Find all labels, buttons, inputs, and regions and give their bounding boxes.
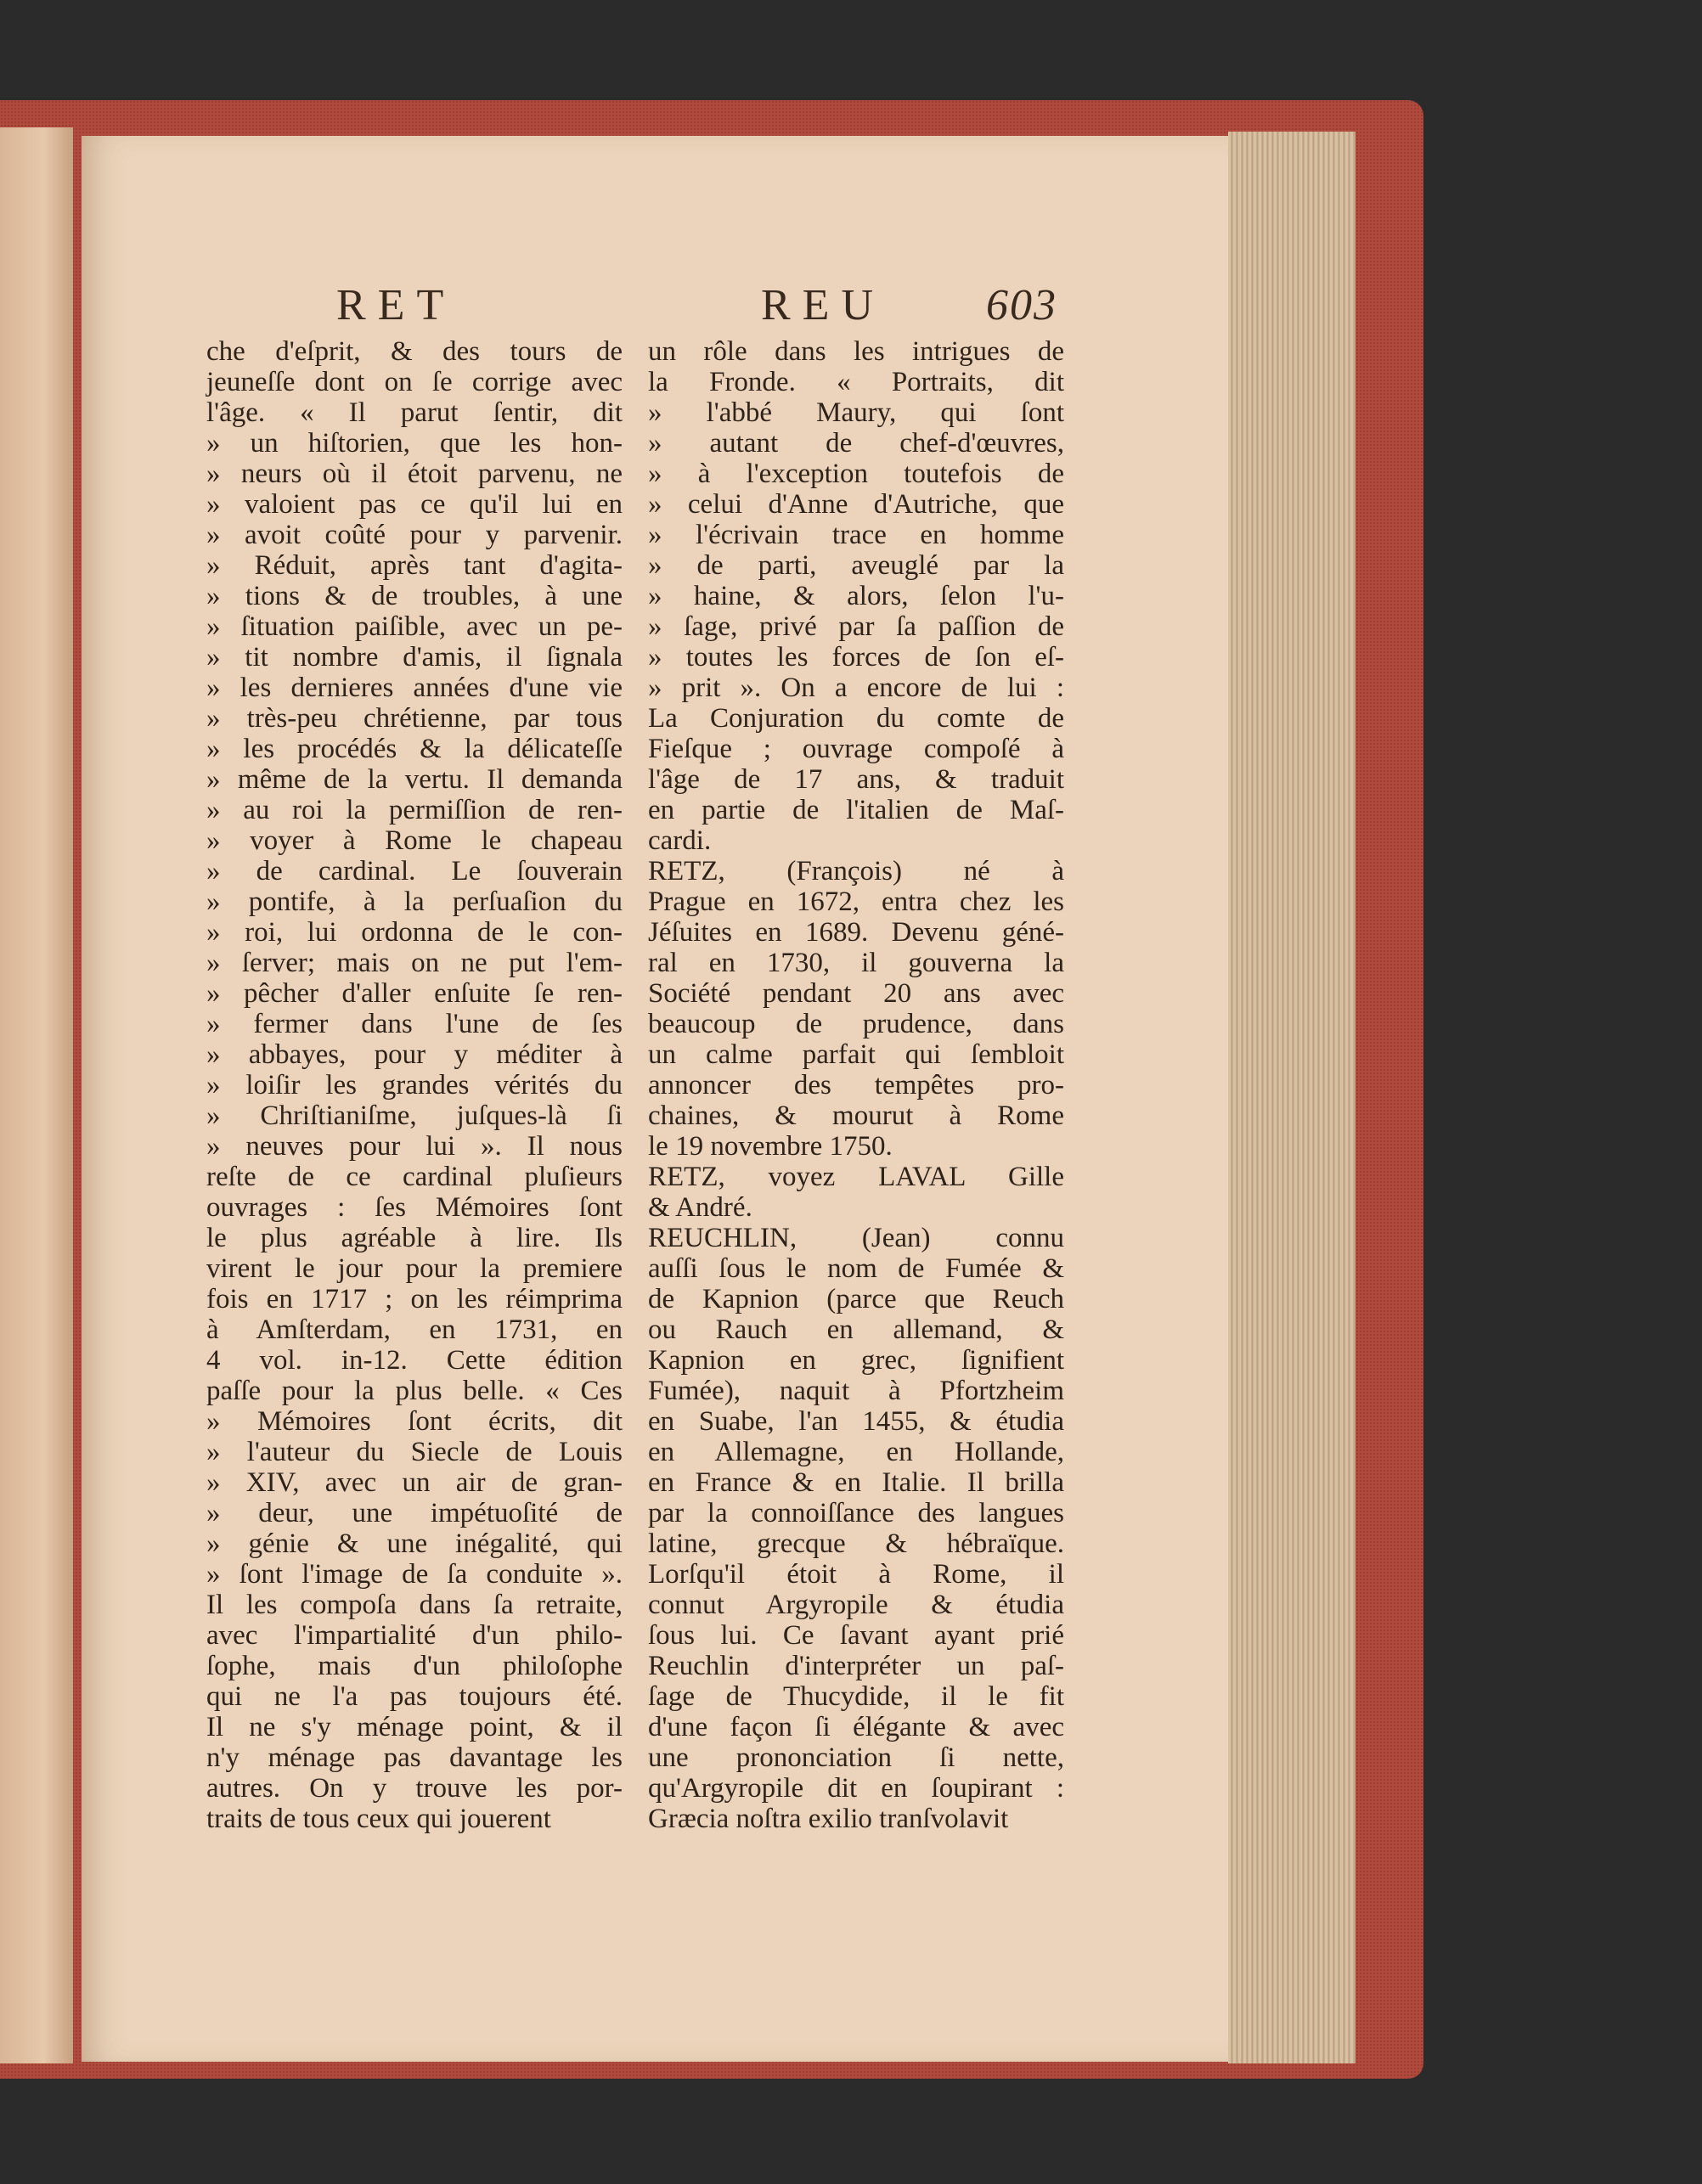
text-line: La Conjuration du comte de <box>648 703 1064 734</box>
text-line: » très-peu chrétienne, par tous <box>206 703 623 734</box>
text-line: » XIV, avec un air de gran- <box>206 1467 623 1498</box>
text-line: avec l'impartialité d'un philo- <box>206 1620 623 1651</box>
text-line: » neurs où il étoit parvenu, ne <box>206 459 623 489</box>
text-line: qui ne l'a pas toujours été. <box>206 1681 623 1712</box>
text-line: ral en 1730, il gouverna la <box>648 948 1064 978</box>
text-line: REUCHLIN, (Jean) connu <box>648 1223 1064 1253</box>
text-line: » un hiſtorien, que les hon- <box>206 428 623 459</box>
text-line: » deur, une impétuoſité de <box>206 1498 623 1528</box>
running-header <box>82 280 1228 340</box>
text-line: un rôle dans les intrigues de <box>648 336 1064 367</box>
text-line: » génie & une inégalité, qui <box>206 1528 623 1559</box>
text-line: » au roi la permiſſion de ren- <box>206 795 623 825</box>
text-line: 4 vol. in-12. Cette édition <box>206 1345 623 1376</box>
text-line: » de cardinal. Le ſouverain <box>206 856 623 887</box>
text-line: chaines, & mourut à Rome <box>648 1100 1064 1131</box>
text-line: » ſont l'image de ſa conduite ». <box>206 1559 623 1590</box>
text-line: » avoit coûté pour y parvenir. <box>206 520 623 550</box>
text-line: Græcia noſtra exilio tranſvolavit <box>648 1804 1009 1834</box>
text-line: » ſituation paiſible, avec un pe- <box>206 611 623 642</box>
text-line: » l'abbé Maury, qui ſont <box>648 397 1064 428</box>
text-line: » autant de chef-d'œuvres, <box>648 428 1064 459</box>
text-line: » de parti, aveuglé par la <box>648 550 1064 581</box>
text-line: le 19 novembre 1750. <box>648 1131 893 1162</box>
text-line: qu'Argyropile dit en ſoupirant : <box>648 1773 1064 1804</box>
text-line: Il les compoſa dans ſa retraite, <box>206 1590 623 1620</box>
text-line: » pêcher d'aller enſuite ſe ren- <box>206 978 623 1009</box>
text-line: ſophe, mais d'un philoſophe <box>206 1651 623 1681</box>
text-line: jeuneſſe dont on ſe corrige avec <box>206 367 623 397</box>
text-line: » l'écrivain trace en homme <box>648 520 1064 550</box>
text-line: autres. On y trouve les por- <box>206 1773 623 1804</box>
text-line: en Suabe, l'an 1455, & étudia <box>648 1406 1064 1437</box>
text-line: Kapnion en grec, ſignifient <box>648 1345 1064 1376</box>
text-line: Fumée), naquit à Pfortzheim <box>648 1376 1064 1406</box>
text-line: » ſage, privé par ſa paſſion de <box>648 611 1064 642</box>
text-line: ouvrages : ſes Mémoires ſont <box>206 1192 623 1223</box>
text-line: en partie de l'italien de Maſ- <box>648 795 1064 825</box>
text-line: » l'auteur du Siecle de Louis <box>206 1437 623 1467</box>
text-line: l'âge de 17 ans, & traduit <box>648 764 1064 795</box>
facing-page-edge <box>0 127 73 2063</box>
text-line: annoncer des tempêtes pro- <box>648 1070 1064 1100</box>
text-line: » abbayes, pour y méditer à <box>206 1039 623 1070</box>
text-line: » les dernieres années d'une vie <box>206 673 623 703</box>
text-line: » prit ». On a encore de lui : <box>648 673 1064 703</box>
text-line: à Amſterdam, en 1731, en <box>206 1314 623 1345</box>
text-line: beaucoup de prudence, dans <box>648 1009 1064 1039</box>
text-line: Fieſque ; ouvrage compoſé à <box>648 734 1064 764</box>
text-line: Reuchlin d'interpréter un paſ- <box>648 1651 1064 1681</box>
text-line: ſage de Thucydide, il le fit <box>648 1681 1064 1712</box>
text-line: » neuves pour lui ». Il nous <box>206 1131 623 1162</box>
text-line: virent le jour pour la premiere <box>206 1253 623 1284</box>
text-line: » celui d'Anne d'Autriche, que <box>648 489 1064 520</box>
text-line: Société pendant 20 ans avec <box>648 978 1064 1009</box>
text-line: d'une façon ſi élégante & avec <box>648 1712 1064 1742</box>
header-left: RET <box>336 281 456 329</box>
text-line: la Fronde. « Portraits, dit <box>648 367 1064 397</box>
text-line: Lorſqu'il étoit à Rome, il <box>648 1559 1064 1590</box>
text-line: en Allemagne, en Hollande, <box>648 1437 1064 1467</box>
text-line: RETZ, (François) né à <box>648 856 1064 887</box>
text-line: » tit nombre d'amis, il ſignala <box>206 642 623 673</box>
text-line: ou Rauch en allemand, & <box>648 1314 1064 1345</box>
text-line: » roi, lui ordonna de le con- <box>206 917 623 948</box>
text-line: l'âge. « Il parut ſentir, dit <box>206 397 623 428</box>
text-line: » voyer à Rome le chapeau <box>206 825 623 856</box>
text-line: » tions & de troubles, à une <box>206 581 623 611</box>
text-line: de Kapnion (parce que Reuch <box>648 1284 1064 1314</box>
text-line: » Réduit, après tant d'agita- <box>206 550 623 581</box>
text-line: une prononciation ſi nette, <box>648 1742 1064 1773</box>
text-line: » ſerver; mais on ne put l'em- <box>206 948 623 978</box>
text-line: Il ne s'y ménage point, & il <box>206 1712 623 1742</box>
text-column-right <box>648 336 1064 1834</box>
text-line: RETZ, voyez LAVAL Gille <box>648 1162 1064 1192</box>
text-line: » fermer dans l'une de ſes <box>206 1009 623 1039</box>
text-line: par la connoiſſance des langues <box>648 1498 1064 1528</box>
text-line: » à l'exception toutefois de <box>648 459 1064 489</box>
text-line: » même de la vertu. Il demanda <box>206 764 623 795</box>
text-line: latine, grecque & hébraïque. <box>648 1528 1064 1559</box>
text-line: che d'eſprit, & des tours de <box>206 336 623 367</box>
text-line: » valoient pas ce qu'il lui en <box>206 489 623 520</box>
text-line: traits de tous ceux qui jouerent <box>206 1804 551 1834</box>
text-line: » les procédés & la délicateſſe <box>206 734 623 764</box>
text-line: en France & en Italie. Il brilla <box>648 1467 1064 1498</box>
text-line: reſte de ce cardinal pluſieurs <box>206 1162 623 1192</box>
text-line: paſſe pour la plus belle. « Ces <box>206 1376 623 1406</box>
text-line: connut Argyropile & étudia <box>648 1590 1064 1620</box>
text-line: n'y ménage pas davantage les <box>206 1742 623 1773</box>
page-edges <box>1228 132 1355 2063</box>
text-line: le plus agréable à lire. Ils <box>206 1223 623 1253</box>
text-line: » Chriſtianiſme, juſques-là ſi <box>206 1100 623 1131</box>
text-line: un calme parfait qui ſembloit <box>648 1039 1064 1070</box>
text-line: auſſi ſous le nom de Fumée & <box>648 1253 1064 1284</box>
text-line: » loiſir les grandes vérités du <box>206 1070 623 1100</box>
text-line: cardi. <box>648 825 712 856</box>
text-line: Prague en 1672, entra chez les <box>648 887 1064 917</box>
text-line: » haine, & alors, ſelon l'u- <box>648 581 1064 611</box>
text-line: & André. <box>648 1192 752 1223</box>
text-line: ſous lui. Ce ſavant ayant prié <box>648 1620 1064 1651</box>
text-line: » Mémoires ſont écrits, dit <box>206 1406 623 1437</box>
page-number: 603 <box>986 281 1057 329</box>
text-line: » toutes les forces de ſon eſ- <box>648 642 1064 673</box>
text-line: fois en 1717 ; on les réimprima <box>206 1284 623 1314</box>
header-right: REU <box>761 281 885 329</box>
text-line: Jéſuites en 1689. Devenu géné- <box>648 917 1064 948</box>
text-line: » pontife, à la perſuaſion du <box>206 887 623 917</box>
text-column-left <box>206 336 623 1834</box>
